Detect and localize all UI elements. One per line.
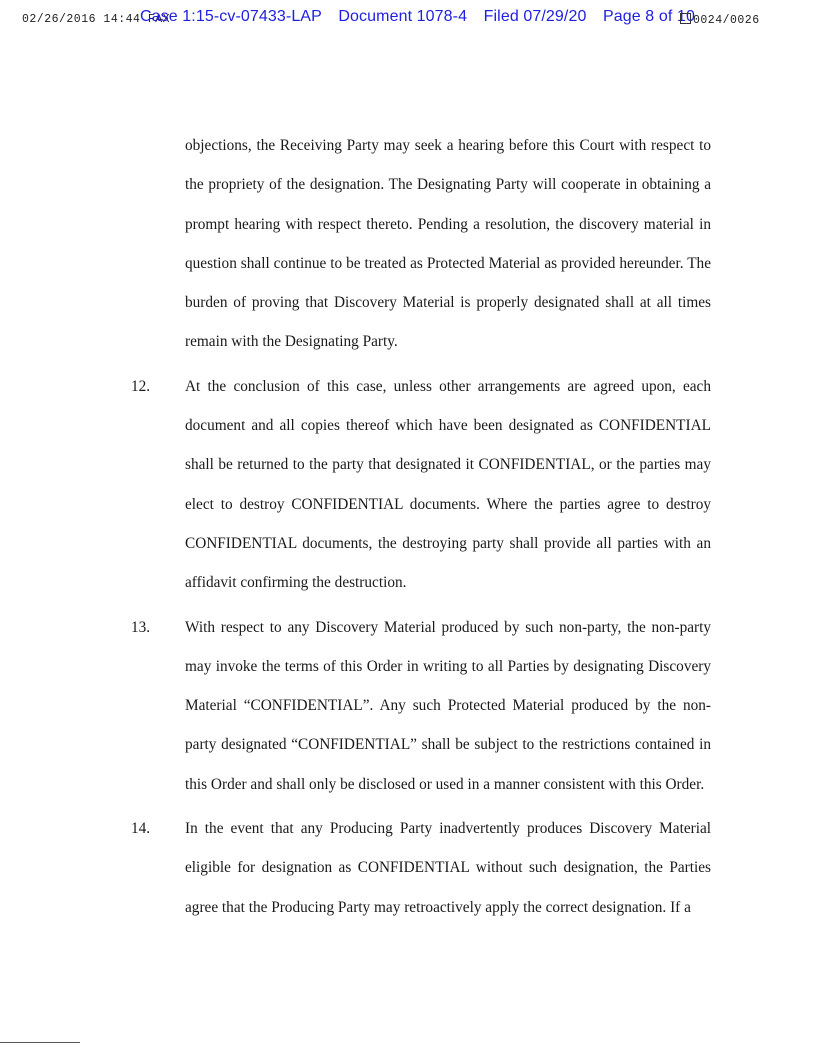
ecf-page-number: Page 8 of 10 bbox=[603, 8, 695, 25]
fax-header-right bbox=[680, 13, 760, 27]
document-body bbox=[0, 126, 816, 927]
paragraph-text: objections, the Receiving Party may seek a hearing before this Court with respect to the propriety of the designation. The Designating Party will cooperate in obtaining a prompt hearing with respect thereto. Pending a resolution, the discovery material in question shall continue to be treated as Protected Material as provided hereunder. The burden of proving that Discovery Material is properly designated shall at all times remain with the Designating Party. bbox=[185, 137, 711, 351]
ecf-case-number: Case 1:15-cv-07433-LAP bbox=[140, 8, 322, 25]
paragraph-number: 14. bbox=[131, 820, 151, 838]
paragraph-text: In the event that any Producing Party inadvertently produces Discovery Material eligible for designation as CONFIDENTIAL without such designation, the Parties agree that the Producing Party may retroactively apply the correct designation. If a bbox=[185, 820, 711, 916]
paragraph-14 bbox=[131, 809, 711, 927]
fax-header-left: 02/26/2016 14:44 FAX bbox=[22, 13, 171, 26]
paragraph-text: At the conclusion of this case, unless other arrangements are agreed upon, each document and all copies thereof which have been designated as CONFIDENTIAL shall be returned to the party that designated it CONFIDENTIAL, or the parties may elect to destroy CONFIDENTIAL documents. Where the parties agree to destroy CONFIDENTIAL documents, the destroying party shall provide all parties with an affidavit confirming the destruction. bbox=[185, 377, 711, 592]
paragraph-12 bbox=[131, 367, 711, 603]
ecf-filed-date: Filed 07/29/20 bbox=[483, 8, 587, 25]
paragraph-13 bbox=[131, 608, 711, 804]
fax-page-count: 0024/0026 bbox=[693, 14, 760, 27]
paragraph-number: 12. bbox=[131, 377, 151, 395]
paragraph-number: 13. bbox=[131, 618, 151, 636]
ecf-document-number: Document 1078-4 bbox=[338, 8, 468, 25]
paragraph-text: With respect to any Discovery Material produced by such non-party, the non-party may invoke the terms of this Order in writing to all Parties by designating Discovery Material “CONFIDENTIAL”. Any such Protected Material produced by the non-party designated “CONFIDENTIAL” shall be subject to the restrictions contained in this Order and shall only be disclosed or used in a manner consistent with this Order. bbox=[185, 618, 711, 793]
fax-checkbox-icon bbox=[680, 13, 691, 24]
footer-rule bbox=[0, 1042, 80, 1043]
paragraph-continued bbox=[185, 126, 711, 362]
ecf-header bbox=[140, 8, 707, 26]
